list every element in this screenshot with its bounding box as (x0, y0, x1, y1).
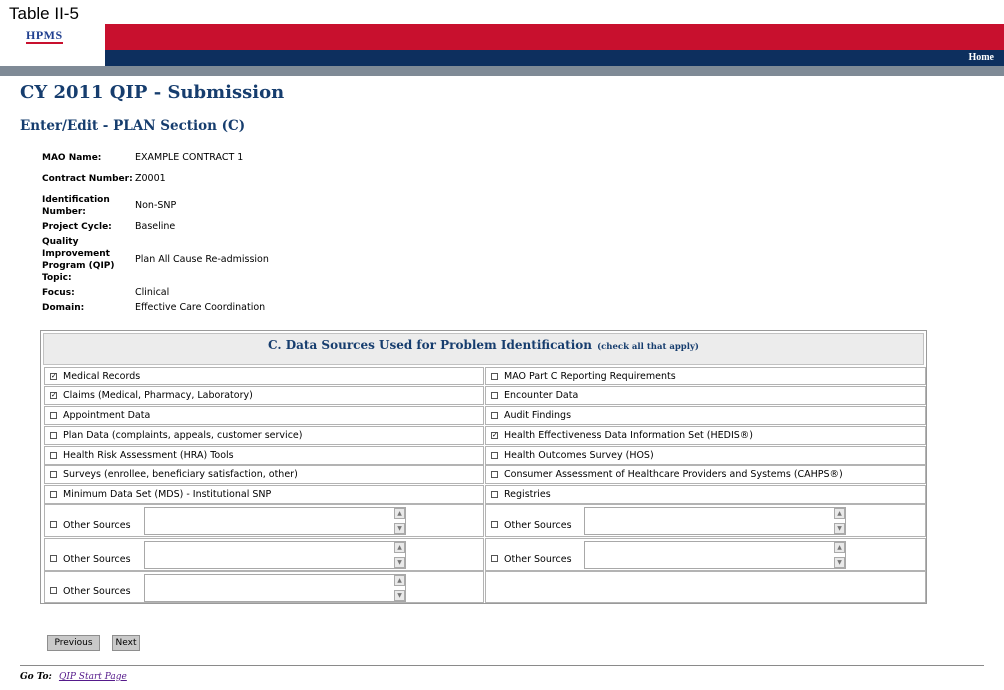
scroll-down-icon[interactable]: ▼ (394, 523, 405, 534)
other-source-textarea[interactable] (584, 507, 846, 535)
source-label: MAO Part C Reporting Requirements (504, 370, 676, 382)
scroll-up-icon[interactable]: ▲ (394, 508, 405, 519)
source-label: Health Effectiveness Data Information Set (HEDIS®) (504, 430, 753, 441)
source-label: Minimum Data Set (MDS) - Institutional SNP (63, 489, 272, 500)
checkbox[interactable] (50, 471, 57, 478)
other-source-textarea[interactable] (144, 541, 406, 569)
checkbox[interactable] (491, 471, 498, 478)
other-source-textarea[interactable] (144, 574, 406, 602)
other-source-textarea[interactable] (584, 541, 846, 569)
data-sources-header (43, 333, 924, 365)
source-label: Appointment Data (63, 410, 151, 421)
checkbox[interactable] (50, 521, 57, 528)
info-key: Domain: (42, 302, 85, 313)
other-source-label: Other Sources (63, 554, 131, 565)
source-label: Medical Records (63, 370, 141, 382)
contract-info (42, 150, 362, 315)
checkbox[interactable] (50, 412, 57, 419)
source-cahps[interactable] (485, 465, 926, 484)
source-mds[interactable] (44, 485, 484, 504)
checkbox[interactable] (50, 555, 57, 562)
source-label: Registries (504, 489, 551, 500)
checkbox[interactable] (491, 521, 498, 528)
checkbox[interactable] (491, 392, 498, 399)
info-value: Non-SNP (135, 200, 177, 211)
table-label: Table II-5 (9, 4, 79, 23)
info-key: Focus: (42, 287, 75, 298)
footer-divider (20, 665, 984, 666)
scroll-up-icon[interactable]: ▲ (394, 575, 405, 586)
source-encounter-data[interactable] (485, 386, 926, 405)
source-label: Encounter Data (504, 390, 579, 401)
checkbox[interactable] (491, 491, 498, 498)
scroll-down-icon[interactable]: ▼ (834, 557, 845, 568)
source-medical-records[interactable] (44, 367, 484, 385)
info-row-focus (42, 285, 362, 300)
home-link[interactable]: Home (968, 52, 994, 63)
info-row-project-cycle (42, 219, 362, 234)
source-label: Health Outcomes Survey (HOS) (504, 450, 654, 461)
source-label: Consumer Assessment of Healthcare Providers and Systems (CAHPS®) (504, 469, 843, 480)
qip-start-page-link[interactable]: QIP Start Page (58, 672, 127, 682)
other-source-5 (44, 571, 484, 603)
scroll-up-icon[interactable]: ▲ (394, 542, 405, 553)
checkbox[interactable] (50, 587, 57, 594)
info-key: Identification Number: (42, 194, 110, 217)
checkbox[interactable] (50, 452, 57, 459)
info-row-mao-name (42, 150, 362, 165)
section-title: Enter/Edit - PLAN Section (C) (20, 118, 246, 134)
source-label: Surveys (enrollee, beneficiary satisfaction, other) (63, 469, 298, 480)
source-surveys[interactable] (44, 465, 484, 484)
other-source-4 (485, 538, 926, 571)
hpms-logo: HPMS (26, 28, 63, 42)
source-label: Claims (Medical, Pharmacy, Laboratory) (63, 390, 253, 401)
info-value: EXAMPLE CONTRACT 1 (135, 152, 244, 163)
other-source-1 (44, 504, 484, 537)
source-label: Plan Data (complaints, appeals, customer service) (63, 430, 303, 441)
info-key: MAO Name: (42, 152, 102, 163)
info-row-identification-number (42, 192, 362, 219)
scroll-down-icon[interactable]: ▼ (834, 523, 845, 534)
other-source-textarea[interactable] (144, 507, 406, 535)
info-row-contract-number (42, 165, 362, 192)
header-gray-band (0, 66, 1004, 76)
source-hos[interactable] (485, 446, 926, 465)
previous-button[interactable]: Previous (47, 635, 100, 651)
info-value: Clinical (135, 287, 170, 298)
info-row-qip-topic (42, 234, 362, 285)
scroll-up-icon[interactable]: ▲ (834, 508, 845, 519)
checkbox[interactable] (491, 452, 498, 459)
scroll-down-icon[interactable]: ▼ (394, 557, 405, 568)
next-button[interactable]: Next (112, 635, 140, 651)
page-title: CY 2011 QIP - Submission (20, 82, 285, 103)
info-key: Quality Improvement Program (QIP) Topic: (42, 236, 115, 283)
source-claims[interactable] (44, 386, 484, 405)
header-red-band (105, 24, 1004, 50)
source-appointment-data[interactable] (44, 406, 484, 425)
info-value: Plan All Cause Re-admission (135, 254, 269, 265)
info-value: Z0001 (135, 173, 166, 184)
checkbox[interactable] (491, 555, 498, 562)
info-key: Contract Number: (42, 173, 133, 184)
data-sources-table (40, 330, 927, 604)
empty-cell (485, 571, 926, 603)
checkbox[interactable]: ✓ (51, 391, 57, 399)
info-key: Project Cycle: (42, 221, 112, 232)
checkbox[interactable]: ✓ (51, 371, 57, 380)
source-hedis[interactable] (485, 426, 926, 445)
scroll-down-icon[interactable]: ▼ (394, 590, 405, 601)
other-source-label: Other Sources (504, 554, 572, 565)
goto-bar (20, 672, 127, 682)
other-source-label: Other Sources (63, 586, 131, 597)
info-value: Effective Care Coordination (135, 302, 266, 313)
checkbox[interactable] (491, 373, 498, 380)
other-source-2 (485, 504, 926, 537)
other-source-label: Other Sources (63, 520, 131, 531)
source-label: Audit Findings (504, 410, 572, 421)
header-blue-band (105, 50, 1004, 66)
other-source-label: Other Sources (504, 520, 572, 531)
source-audit-findings[interactable] (485, 406, 926, 425)
checkbox[interactable] (50, 432, 57, 439)
source-registries[interactable] (485, 485, 926, 504)
source-label: Health Risk Assessment (HRA) Tools (63, 450, 234, 461)
source-hra-tools[interactable] (44, 446, 484, 465)
checkbox[interactable] (50, 491, 57, 498)
data-sources-title: C. Data Sources Used for Problem Identification (268, 338, 593, 352)
checkbox[interactable] (491, 412, 498, 419)
info-row-domain (42, 300, 362, 315)
scroll-up-icon[interactable]: ▲ (834, 542, 845, 553)
source-mao-part-c[interactable] (485, 367, 926, 385)
goto-label: Go To: (20, 672, 52, 682)
data-sources-note: (check all that apply) (597, 342, 699, 352)
other-source-3 (44, 538, 484, 571)
info-value: Baseline (135, 221, 176, 232)
source-plan-data[interactable] (44, 426, 484, 445)
checkbox[interactable]: ✓ (492, 431, 498, 439)
